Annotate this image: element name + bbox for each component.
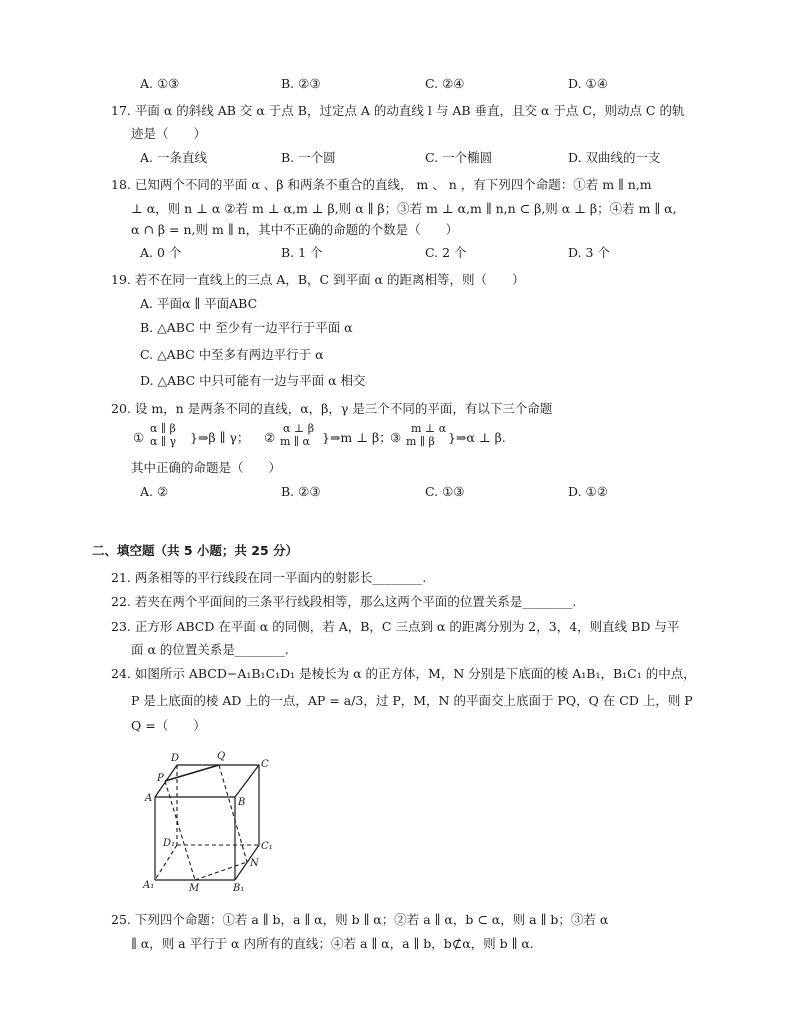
q23-stem-line2: 面 α 的位置关系是________.	[131, 642, 289, 657]
q25-stem-line1: 25. 下列四个命题：①若 a ∥ b，a ∥ α，则 b ∥ α；②若 a ∥ α，b ⊂ α，则 a ∥ b；③若 α	[111, 912, 609, 927]
q20-option-a: A. ②	[140, 484, 169, 499]
q18-option-a: A. 0 个	[140, 245, 182, 260]
q23-stem-line1: 23. 正方形 ABCD 在平面 α 的同侧，若 A，B，C 三点到 α 的距离分别为 2，3，4，则直线 BD 与平	[111, 619, 680, 634]
q19-option-a: A. 平面α ∥ 平面ABC	[140, 296, 258, 311]
q24-stem-line1: 24. 如图所示 ABCD−A₁B₁C₁D₁ 是棱长为 α 的正方体，M，N 分别是下底面的棱 A₁B₁，B₁C₁ 的中点，	[111, 666, 696, 681]
q21-stem-line1: 21. 两条相等的平行线段在同一平面内的射影长________.	[111, 570, 427, 585]
q20-prop3-top: m ⊥ α	[411, 422, 447, 435]
label-a: A	[145, 793, 153, 804]
q20-stem-line1: 20. 设 m，n 是两条不同的直线，α，β，γ 是三个不同的平面，有以下三个命题	[111, 401, 553, 416]
label-d1: D₁	[163, 838, 176, 849]
q17-option-d: D. 双曲线的一支	[568, 150, 661, 165]
q19-option-d: D. △ABC 中只可能有一边与平面 α 相交	[140, 373, 366, 388]
label-p: P	[157, 773, 164, 784]
q18-option-d: D. 3 个	[568, 245, 610, 260]
cube-figure	[135, 745, 285, 895]
q20-prop2-mark: ②	[264, 430, 276, 445]
q20-prop2-bottom: m ∥ α	[280, 435, 310, 448]
q17-stem-line1: 17. 平面 α 的斜线 AB 交 α 于点 B，过定点 A 的动直线 l 与 AB 垂直，且交 α 于点 C，则动点 C 的轨	[111, 103, 685, 118]
q20-option-b: B. ②③	[281, 484, 321, 499]
q20-stem-line3: 其中正确的命题是（ ）	[131, 460, 282, 475]
q20-option-d: D. ①②	[568, 484, 608, 499]
q20-prop2-conclusion: }⇒m ⊥ β；	[322, 430, 392, 445]
label-d: D	[171, 753, 180, 764]
q20-prop3-mark: ③	[390, 430, 402, 445]
label-q: Q	[217, 751, 226, 762]
label-n: N	[250, 858, 259, 869]
q19-option-c: C. △ABC 中至多有两边平行于 α	[140, 347, 324, 362]
q22-stem-line1: 22. 若夹在两个平面间的三条平行线段相等，那么这两个平面的位置关系是________.	[111, 594, 577, 609]
q16-option-c: C. ②④	[425, 76, 465, 91]
edge-d1a1-hidden	[155, 845, 177, 880]
edge-cb	[235, 765, 259, 797]
q16-option-a: A. ①③	[140, 76, 180, 91]
q20-option-c: C. ①③	[425, 484, 465, 499]
q20-prop1-mark: ①	[133, 430, 145, 445]
label-b1: B₁	[233, 883, 245, 894]
q18-stem-line3: α ∩ β = n,则 m ∥ n，其中不正确的命题的个数是（ ）	[131, 222, 459, 237]
q18-option-c: C. 2 个	[425, 245, 467, 260]
q20-prop1-bottom: α ∥ γ	[150, 435, 177, 448]
q17-option-a: A. 一条直线	[140, 150, 207, 165]
q19-option-b: B. △ABC 中 至少有一边平行于平面 α	[140, 320, 353, 335]
q18-option-b: B. 1 个	[281, 245, 323, 260]
label-b: B	[238, 797, 246, 808]
segment-pm-hidden	[165, 781, 195, 880]
segment-pq	[165, 765, 219, 781]
label-c: C	[261, 759, 269, 770]
label-a1: A₁	[143, 880, 155, 891]
q17-option-c: C. 一个椭圆	[425, 150, 493, 165]
q19-stem-line1: 19. 若不在同一直线上的三点 A，B，C 到平面 α 的距离相等，则（ ）	[111, 272, 525, 287]
q16-option-d: D. ①④	[568, 76, 608, 91]
q18-stem-line1: 18. 已知两个不同的平面 α 、β 和两条不重合的直线， m 、 n ，有下列四个命题：①若 m ∥ n,m	[111, 177, 652, 192]
q16-option-b: B. ②③	[281, 76, 321, 91]
q20-prop2-top: α ⊥ β	[283, 422, 315, 435]
q24-stem-line2: P 是上底面的棱 AD 上的一点，AP = a/3，过 P，M，N 的平面交上底面于 PQ，Q 在 CD 上，则 P	[131, 693, 693, 708]
q17-option-b: B. 一个圆	[281, 150, 336, 165]
q25-stem-line2: ∥ α，则 a 平行于 α 内所有的直线；④若 a ∥ α，a ∥ b，b⊄α，则 b ∥ α.	[131, 936, 534, 951]
section-title-fill-in: 二、填空题（共 5 小题；共 25 分）	[92, 543, 299, 558]
q20-prop3-conclusion: }⇒α ⊥ β.	[448, 430, 506, 445]
segment-mn-hidden	[195, 862, 247, 880]
q20-prop3-bottom: m ∥ β	[406, 435, 435, 448]
label-m: M	[189, 883, 200, 894]
q18-stem-line2: ⊥ α，则 n ⊥ α ②若 m ⊥ α,m ⊥ β,则 α ∥ β；③若 m ⊥ α,m ∥ n,n ⊂ β,则 α ⊥ β；④若 m ∥ α,	[131, 201, 677, 216]
label-c1: C₁	[261, 841, 273, 852]
q17-stem-line2: 迹是（ ）	[131, 126, 207, 141]
q20-prop1-top: α ∥ β	[150, 422, 176, 435]
segment-qn-hidden	[219, 765, 247, 862]
q24-stem-line3: Q =（ ）	[131, 718, 206, 733]
q20-prop1-conclusion: }⇒β ∥ γ；	[190, 430, 250, 445]
